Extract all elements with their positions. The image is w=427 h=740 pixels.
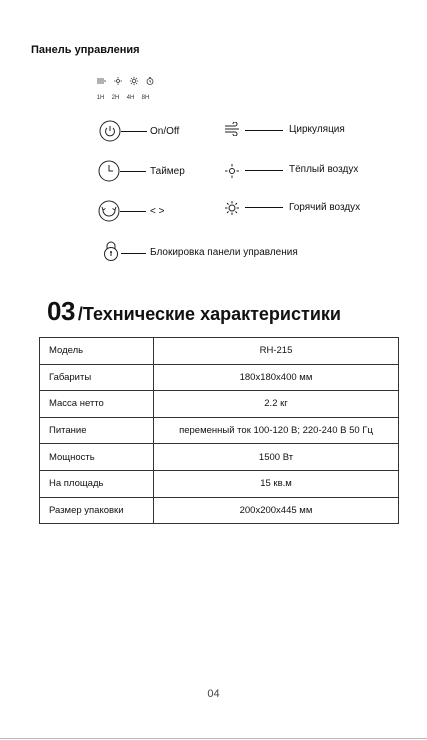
warm-label: Тёплый воздух [289, 164, 359, 175]
specs-title: /Технические характеристики [77, 304, 341, 324]
onoff-leader-line [121, 131, 147, 132]
power-icon [99, 120, 121, 142]
lock-leader-line [121, 253, 146, 254]
sun-large-icon [130, 77, 138, 85]
spec-value: 1500 Вт [154, 444, 399, 471]
spec-value: 15 кв.м [154, 470, 399, 497]
mini-panel-icons [96, 76, 166, 86]
timer-label: Таймер [150, 166, 185, 177]
timer-icon [147, 78, 153, 85]
timer-4h-label: 4H [126, 95, 135, 101]
spec-value: 2.2 кг [154, 391, 399, 418]
mini-panel-labels [96, 95, 150, 101]
page-number: 04 [207, 688, 220, 700]
sun-small-icon [114, 77, 122, 85]
spec-value: RH-215 [154, 338, 399, 365]
spec-value: 200x200x445 мм [154, 497, 399, 524]
spec-key: Питание [40, 417, 154, 444]
table-row [40, 338, 399, 365]
spec-key: На площадь [40, 470, 154, 497]
spec-value: 180x180x400 мм [154, 364, 399, 391]
hot-label: Горячий воздух [289, 202, 361, 213]
specs-heading [47, 296, 341, 327]
onoff-label: On/Off [150, 126, 180, 137]
table-row [40, 417, 399, 444]
lock-label: Блокировка панели управления [150, 247, 298, 258]
spec-key: Мощность [40, 444, 154, 471]
timer-8h-label: 8H [141, 95, 150, 101]
lock-icon [100, 240, 122, 262]
circulation-leader-line [245, 130, 283, 131]
sun-small-icon [224, 163, 240, 179]
swing-leader-line [120, 211, 146, 212]
table-row [40, 444, 399, 471]
table-row [40, 364, 399, 391]
wind-icon [97, 79, 106, 83]
timer-leader-line [120, 171, 146, 172]
spec-value: переменный ток 100-120 В; 220-240 В 50 Гц [154, 417, 399, 444]
table-row [40, 391, 399, 418]
specs-table [39, 337, 399, 524]
timer-2h-label: 2H [111, 95, 120, 101]
bottom-divider [0, 738, 427, 739]
hot-leader-line [245, 207, 283, 208]
timer-1h-label: 1H [96, 95, 105, 101]
sun-large-icon [224, 200, 240, 216]
table-row [40, 497, 399, 524]
clock-icon [98, 160, 120, 182]
section-number: 03 [47, 296, 75, 326]
wind-icon [224, 122, 242, 136]
spec-key: Габариты [40, 364, 154, 391]
spec-key: Модель [40, 338, 154, 365]
rotate-icon [98, 200, 120, 222]
table-row [40, 470, 399, 497]
circulation-label: Циркуляция [289, 124, 345, 135]
section-title: Панель управления [31, 44, 140, 56]
swing-label: < > [150, 206, 165, 217]
spec-key: Размер упаковки [40, 497, 154, 524]
spec-key: Масса нетто [40, 391, 154, 418]
warm-leader-line [245, 170, 283, 171]
